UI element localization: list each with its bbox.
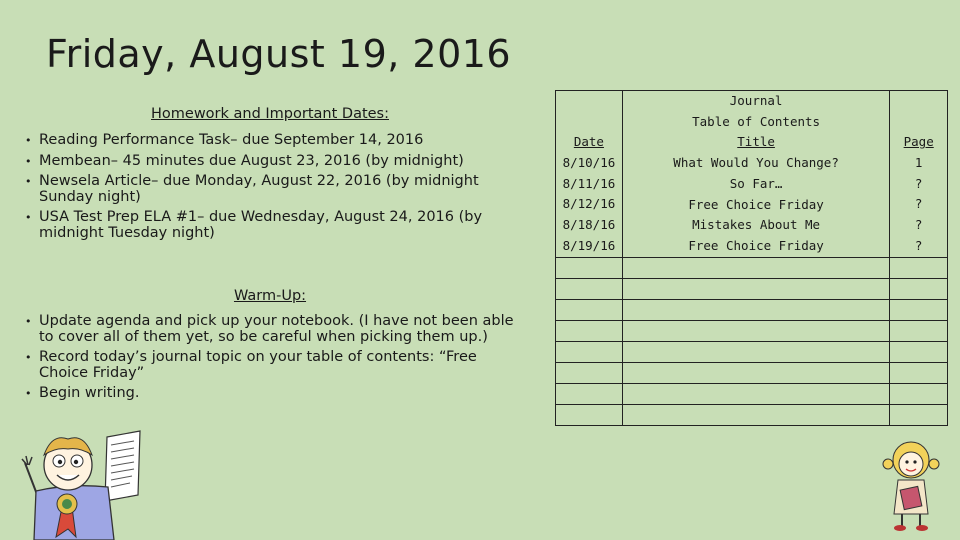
toc-title-cell <box>622 91 890 258</box>
homework-item: • Newsela Article– due Monday, August 22, 2016 (by midnight Sunday night) <box>22 174 522 205</box>
warmup-list <box>22 314 522 407</box>
toc-title: Mistakes About Me <box>692 217 821 233</box>
warmup-item: • Record today’s journal topic on your table of contents: “Free Choice Friday” <box>22 350 522 381</box>
warmup-item: • Begin writing. <box>22 386 522 402</box>
homework-item: • USA Test Prep ELA #1– due Wednesday, August 24, 2016 (by midnight Tuesday night) <box>22 210 522 241</box>
toc-page: ? <box>914 175 923 191</box>
toc-title: What Would You Change? <box>673 155 839 171</box>
toc-title: Free Choice Friday <box>688 196 824 212</box>
slide-title: Friday, August 19, 2016 <box>46 32 512 76</box>
toc-empty-row <box>556 341 948 362</box>
toc-date: 8/19/16 <box>562 237 616 253</box>
girl-reading-clipart <box>880 440 942 532</box>
toc-page: ? <box>914 237 923 253</box>
toc-title: So Far… <box>729 175 783 191</box>
toc-title: Free Choice Friday <box>688 237 824 253</box>
toc-empty-row <box>556 404 948 425</box>
toc-date-cell <box>556 91 623 258</box>
warmup-heading: Warm-Up: <box>233 288 307 304</box>
toc-page: ? <box>914 196 923 212</box>
toc-heading-journal: Journal <box>729 93 783 108</box>
journal-toc-table <box>555 90 948 426</box>
toc-date: 8/18/16 <box>562 217 616 233</box>
toc-title-header: Title <box>737 134 775 150</box>
toc-page-cell <box>890 91 948 258</box>
homework-list <box>22 133 522 246</box>
toc-empty-row <box>556 362 948 383</box>
toc-empty-row <box>556 278 948 299</box>
toc-date: 8/12/16 <box>562 196 616 212</box>
toc-empty-row <box>556 383 948 404</box>
student-diploma-clipart <box>10 425 145 540</box>
toc-empty-row <box>556 320 948 341</box>
toc-date: 8/11/16 <box>562 175 616 191</box>
toc-main-row <box>556 91 948 258</box>
toc-heading-contents: Table of Contents <box>692 113 821 129</box>
toc-date-header: Date <box>573 134 604 150</box>
toc-page: ? <box>914 217 923 233</box>
homework-heading: Homework and Important Dates: <box>151 106 389 122</box>
toc-empty-row <box>556 257 948 278</box>
toc-empty-row <box>556 299 948 320</box>
homework-item: • Membean– 45 minutes due August 23, 2016 (by midnight) <box>22 154 522 170</box>
homework-item: • Reading Performance Task– due September 14, 2016 <box>22 133 522 149</box>
warmup-item: • Update agenda and pick up your notebook. (I have not been able to cover all of them yet, so be careful when picking them up.) <box>22 314 522 345</box>
toc-page-header: Page <box>903 134 934 150</box>
toc-date: 8/10/16 <box>562 155 616 171</box>
toc-page: 1 <box>914 155 923 171</box>
